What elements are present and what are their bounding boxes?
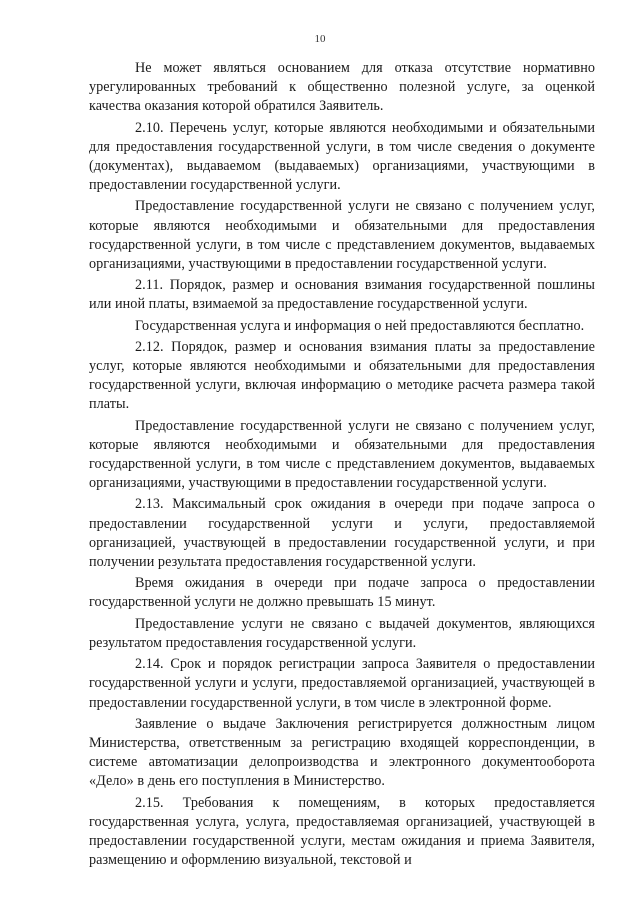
paragraph-2-15: 2.15. Требования к помещениям, в которых предоставляется государственная услуга, услуга, предоставляемая организацией, участвующей в предоставлении государственной услуги, местам ожидания и приема Заявителя, размещению и оформлению визуальной, текстовой и bbox=[89, 794, 595, 869]
paragraph-2-10: 2.10. Перечень услуг, которые являются необходимыми и обязательными для предоставления государственной услуги, в том числе сведения о документе (документах), выдаваемом (выдаваемых) организациями, участвующими в предоставлении государственной услуги. bbox=[89, 119, 595, 194]
paragraph-7: Предоставление государственной услуги не связано с получением услуг, которые являются необходимыми и обязательными для предоставления государственной услуги, в том числе с представлением документов, выдаваемых организациями, участвующими в предоставлении государственной услуги. bbox=[89, 417, 595, 492]
paragraph-5: Государственная услуга и информация о ней предоставляются бесплатно. bbox=[135, 317, 585, 334]
paragraph-2-12: 2.12. Порядок, размер и основания взимания платы за предоставление услуг, которые являются необходимыми и обязательными для предоставления государственной услуги, включая информацию о методике расчета размера такой платы. bbox=[89, 338, 595, 413]
page-number: 10 bbox=[314, 33, 326, 45]
paragraph-10: Предоставление услуги не связано с выдачей документов, являющихся результатом предоставления государственной услуги. bbox=[89, 615, 595, 651]
paragraph-2-14: 2.14. Срок и порядок регистрации запроса Заявителя о предоставлении государственной услуги и услуги, предоставляемой организацией, участвующей в предоставлении государственной услуги, в том числе в электронной форме. bbox=[89, 656, 595, 711]
paragraph-2-11: 2.11. Порядок, размер и основания взимания государственной пошлины или иной платы, взимаемой за предоставление государственной услуги. bbox=[89, 277, 595, 313]
paragraph-1: Не может являться основанием для отказа отсутствие нормативно урегулированных требований к общественно полезной услуге, за оценкой качества оказания которой обратился Заявитель. bbox=[89, 60, 595, 115]
document-body bbox=[89, 59, 595, 870]
paragraph-3: Предоставление государственной услуги не связано с получением услуг, которые являются необходимыми и обязательными для предоставления государственной услуги, в том числе с представлением документов, выдаваемых организациями, участвующими в предоставлении государственной услуги. bbox=[89, 198, 595, 273]
paragraph-2-13: 2.13. Максимальный срок ожидания в очереди при подаче запроса о предоставлении государственной услуги и услуги, предоставляемой организацией, участвующей в предоставлении государственной услуги, и при получении результата предоставления государственной услуги. bbox=[89, 496, 595, 571]
paragraph-12: Заявление о выдаче Заключения регистрируется должностным лицом Министерства, ответственным за регистрацию входящей корреспонденции, в системе автоматизации делопроизводства и электронного документооборота «Дело» в день его поступления в Министерство. bbox=[89, 715, 595, 790]
paragraph-9: Время ожидания в очереди при подаче запроса о предоставлении государственной услуги не должно превышать 15 минут. bbox=[89, 575, 595, 611]
